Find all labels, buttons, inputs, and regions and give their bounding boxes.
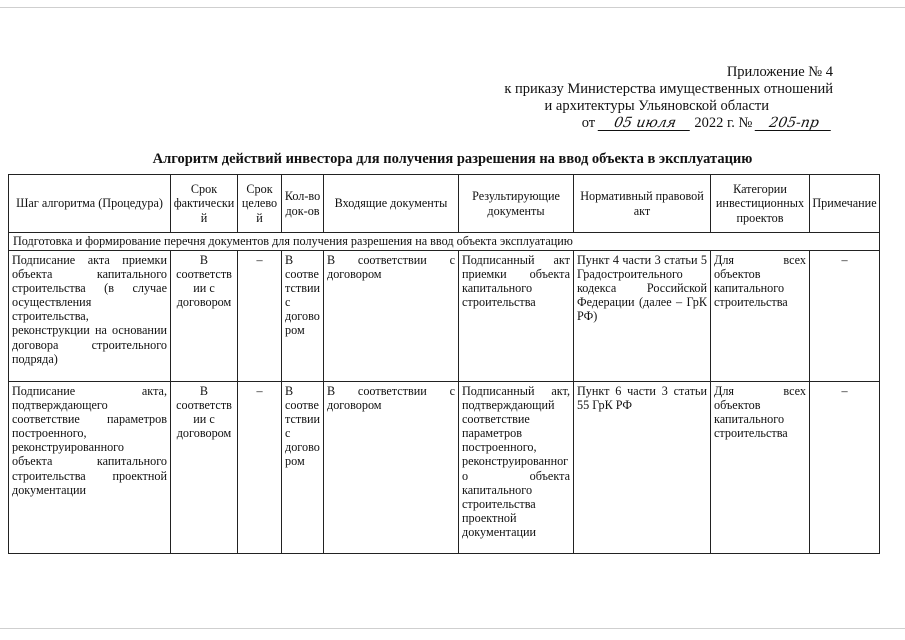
header-note: Примечание <box>810 175 880 233</box>
table-row <box>9 382 880 554</box>
cell-note: – <box>810 382 880 554</box>
cell-input-docs: В соответствии с договором <box>324 382 459 554</box>
table-row <box>9 251 880 382</box>
header-result-docs: Результирующие документы <box>459 175 574 233</box>
appendix-date-line <box>504 115 833 132</box>
cell-step: Подписание акта, подтверждающего соответствие параметров построенного, реконструированного объекта капитального строительства проектной документации <box>9 382 171 554</box>
year-text: 2022 г. № <box>694 115 753 131</box>
cell-doc-count: В соответствии с договором <box>282 382 324 554</box>
algorithm-table <box>8 174 880 554</box>
cell-note: – <box>810 251 880 382</box>
date-prefix: от <box>581 115 596 131</box>
header-actual-term: Срок фактический <box>171 175 238 233</box>
cell-legal-act: Пункт 4 части 3 статьи 5 Градостроительного кодекса Российской Федерации (далее – ГрК РФ) <box>574 251 711 382</box>
header-doc-count: Кол-во док-ов <box>282 175 324 233</box>
cell-categories: Для всех объектов капитального строительства <box>711 382 810 554</box>
section-title: Подготовка и формирование перечня документов для получения разрешения на ввод объекта эксплуатацию <box>9 233 880 251</box>
cell-target-term: – <box>238 382 282 554</box>
cell-step: Подписание акта приемки объекта капитального строительства (в случае осуществления строительства, реконструкции на основании договора строительного подряда) <box>9 251 171 382</box>
handwritten-date: 05 июля <box>597 116 692 131</box>
cell-actual-term: В соответствии с договором <box>171 251 238 382</box>
header-legal-act: Нормативный правовой акт <box>574 175 711 233</box>
cell-target-term: – <box>238 251 282 382</box>
header-categories: Категории инвестиционных проектов <box>711 175 810 233</box>
table-header-row <box>9 175 880 233</box>
appendix-block <box>504 64 833 132</box>
appendix-line-1: Приложение № 4 <box>726 64 833 80</box>
cell-input-docs: В соответствии с договором <box>324 251 459 382</box>
cell-result-docs: Подписанный акт, подтверждающий соответствие параметров построенного, реконструированного объекта капитального строительства проектной документации <box>459 382 574 554</box>
scan-artifact-bottom <box>0 628 905 629</box>
section-row <box>9 233 880 251</box>
cell-legal-act: Пункт 6 части 3 статьи 55 ГрК РФ <box>574 382 711 554</box>
cell-result-docs: Подписанный акт приемки объекта капитального строительства <box>459 251 574 382</box>
cell-actual-term: В соответствии с договором <box>171 382 238 554</box>
cell-doc-count: В соответствии с договором <box>282 251 324 382</box>
header-input-docs: Входящие документы <box>324 175 459 233</box>
header-step: Шаг алгоритма (Процедура) <box>9 175 171 233</box>
appendix-line-3: и архитектуры Ульяновской области <box>544 98 769 114</box>
header-target-term: Срок целевой <box>238 175 282 233</box>
document-title: Алгоритм действий инвестора для получения разрешения на ввод объекта в эксплуатацию <box>152 151 753 167</box>
handwritten-order-number: 205-пр <box>755 116 834 131</box>
cell-categories: Для всех объектов капитального строительства <box>711 251 810 382</box>
scan-artifact-top <box>0 7 905 8</box>
appendix-line-2: к приказу Министерства имущественных отношений <box>504 81 833 97</box>
